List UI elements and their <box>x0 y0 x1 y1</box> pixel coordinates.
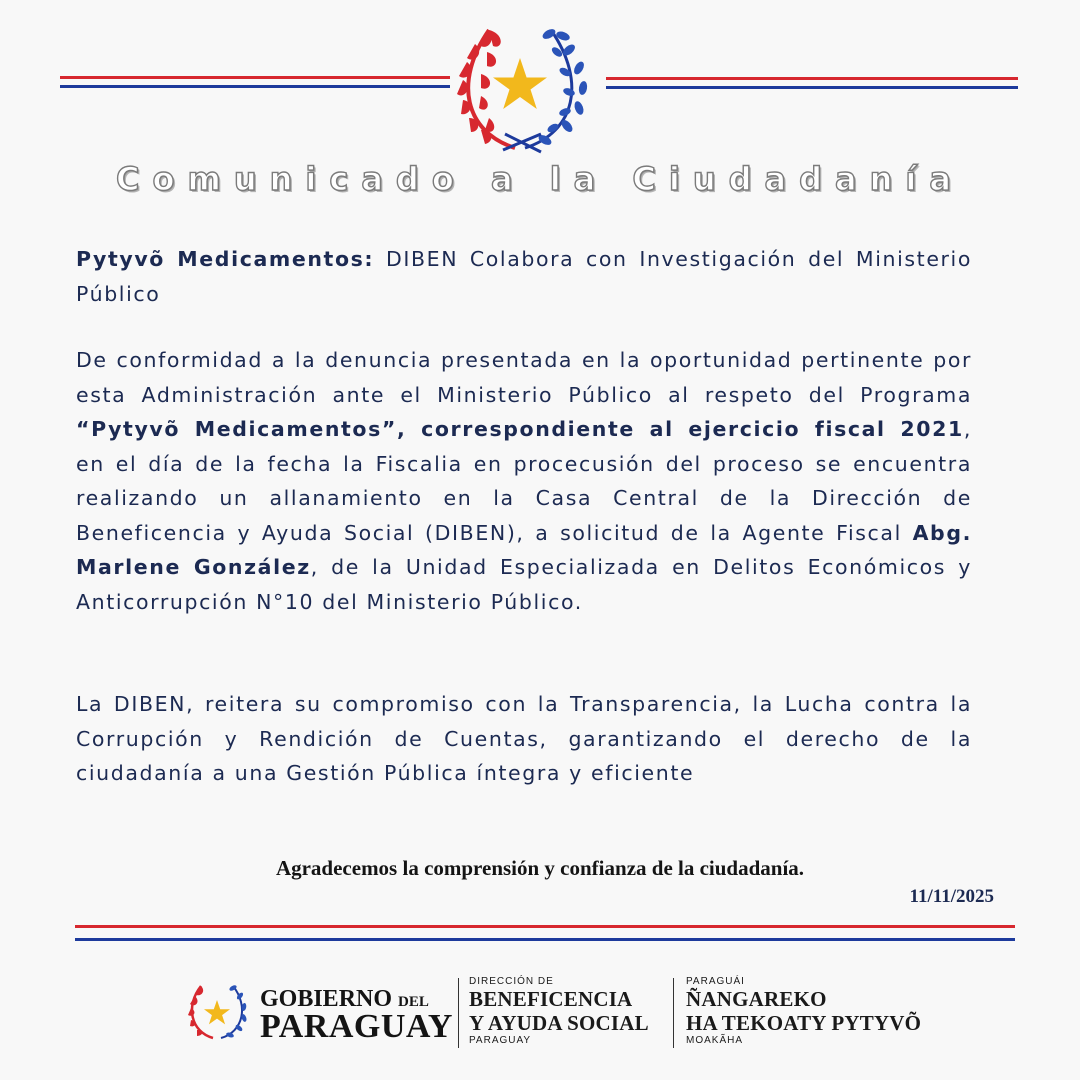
communique-body-paragraph <box>76 343 972 619</box>
top-left-red-line <box>60 76 450 79</box>
national-seal-emblem <box>445 22 595 157</box>
body-text-2: , en el día de la fecha la Fiscalia en procecusión del proceso se encuentra realizando un allanamiento en la Casa Central de la Dirección de Beneficencia y Ayuda Social (DIBEN), a solicitud de la Agente Fiscal <box>76 417 972 545</box>
program-name: “Pytyvõ Medicamentos”, correspondiente al ejercicio fiscal 2021 <box>76 417 964 441</box>
body-text-3: , de la Unidad Especializada en Delitos Económicos y Anticorrupción N°10 del Ministerio Público. <box>76 555 972 614</box>
diben-small-top: DIRECCIÓN DE <box>469 976 554 987</box>
heading-rest: DIBEN Colabora con Investigación del Ministerio Público <box>76 247 972 306</box>
government-seal-icon <box>183 982 251 1042</box>
diben-small-bottom: PARAGUAY <box>469 1035 532 1046</box>
top-right-red-line <box>606 77 1018 80</box>
top-left-blue-line <box>60 85 450 88</box>
bottom-red-line <box>75 925 1015 928</box>
ministry-line2: HA TEKOATY PYTYVÕ <box>686 1011 922 1035</box>
gobierno-label: GOBIERNO DEL <box>260 986 429 1012</box>
top-right-blue-line <box>606 86 1018 89</box>
diben-line2: Y AYUDA SOCIAL <box>469 1011 649 1035</box>
ministry-line1: ÑANGAREKO <box>686 987 827 1011</box>
footer-logos <box>0 972 1080 1052</box>
communique-heading <box>76 242 972 311</box>
ministry-small-bottom: MOAKÃHA <box>686 1035 744 1046</box>
page-title: Comunicado a la Ciudadanía <box>116 160 964 198</box>
footer-divider-1 <box>458 978 459 1048</box>
publication-date: 11/11/2025 <box>909 886 994 907</box>
diben-line1: BENEFICENCIA <box>469 987 633 1011</box>
footer-divider-2 <box>673 978 674 1048</box>
ministry-small-top: PARAGUÁI <box>686 976 745 987</box>
paraguay-label: PARAGUAY <box>260 1008 453 1045</box>
commitment-paragraph: La DIBEN, reitera su compromiso con la Transparencia, la Lucha contra la Corrupción y Rendición de Cuentas, garantizando el derecho de la ciudadanía a una Gestión Pública íntegra y eficiente <box>76 692 972 785</box>
thanks-message: Agradecemos la comprensión y confianza de la ciudadanía. <box>275 856 805 880</box>
heading-bold-part: Pytyvõ Medicamentos: <box>76 247 375 271</box>
prosecutor-name: Abg. Marlene González <box>76 520 972 579</box>
del-label: DEL <box>398 994 429 1010</box>
bottom-blue-line <box>75 938 1015 941</box>
body-text-1: De conformidad a la denuncia presentada en la oportunidad pertinente por esta Administración ante el Ministerio Público al respeto del Programa <box>76 348 972 407</box>
